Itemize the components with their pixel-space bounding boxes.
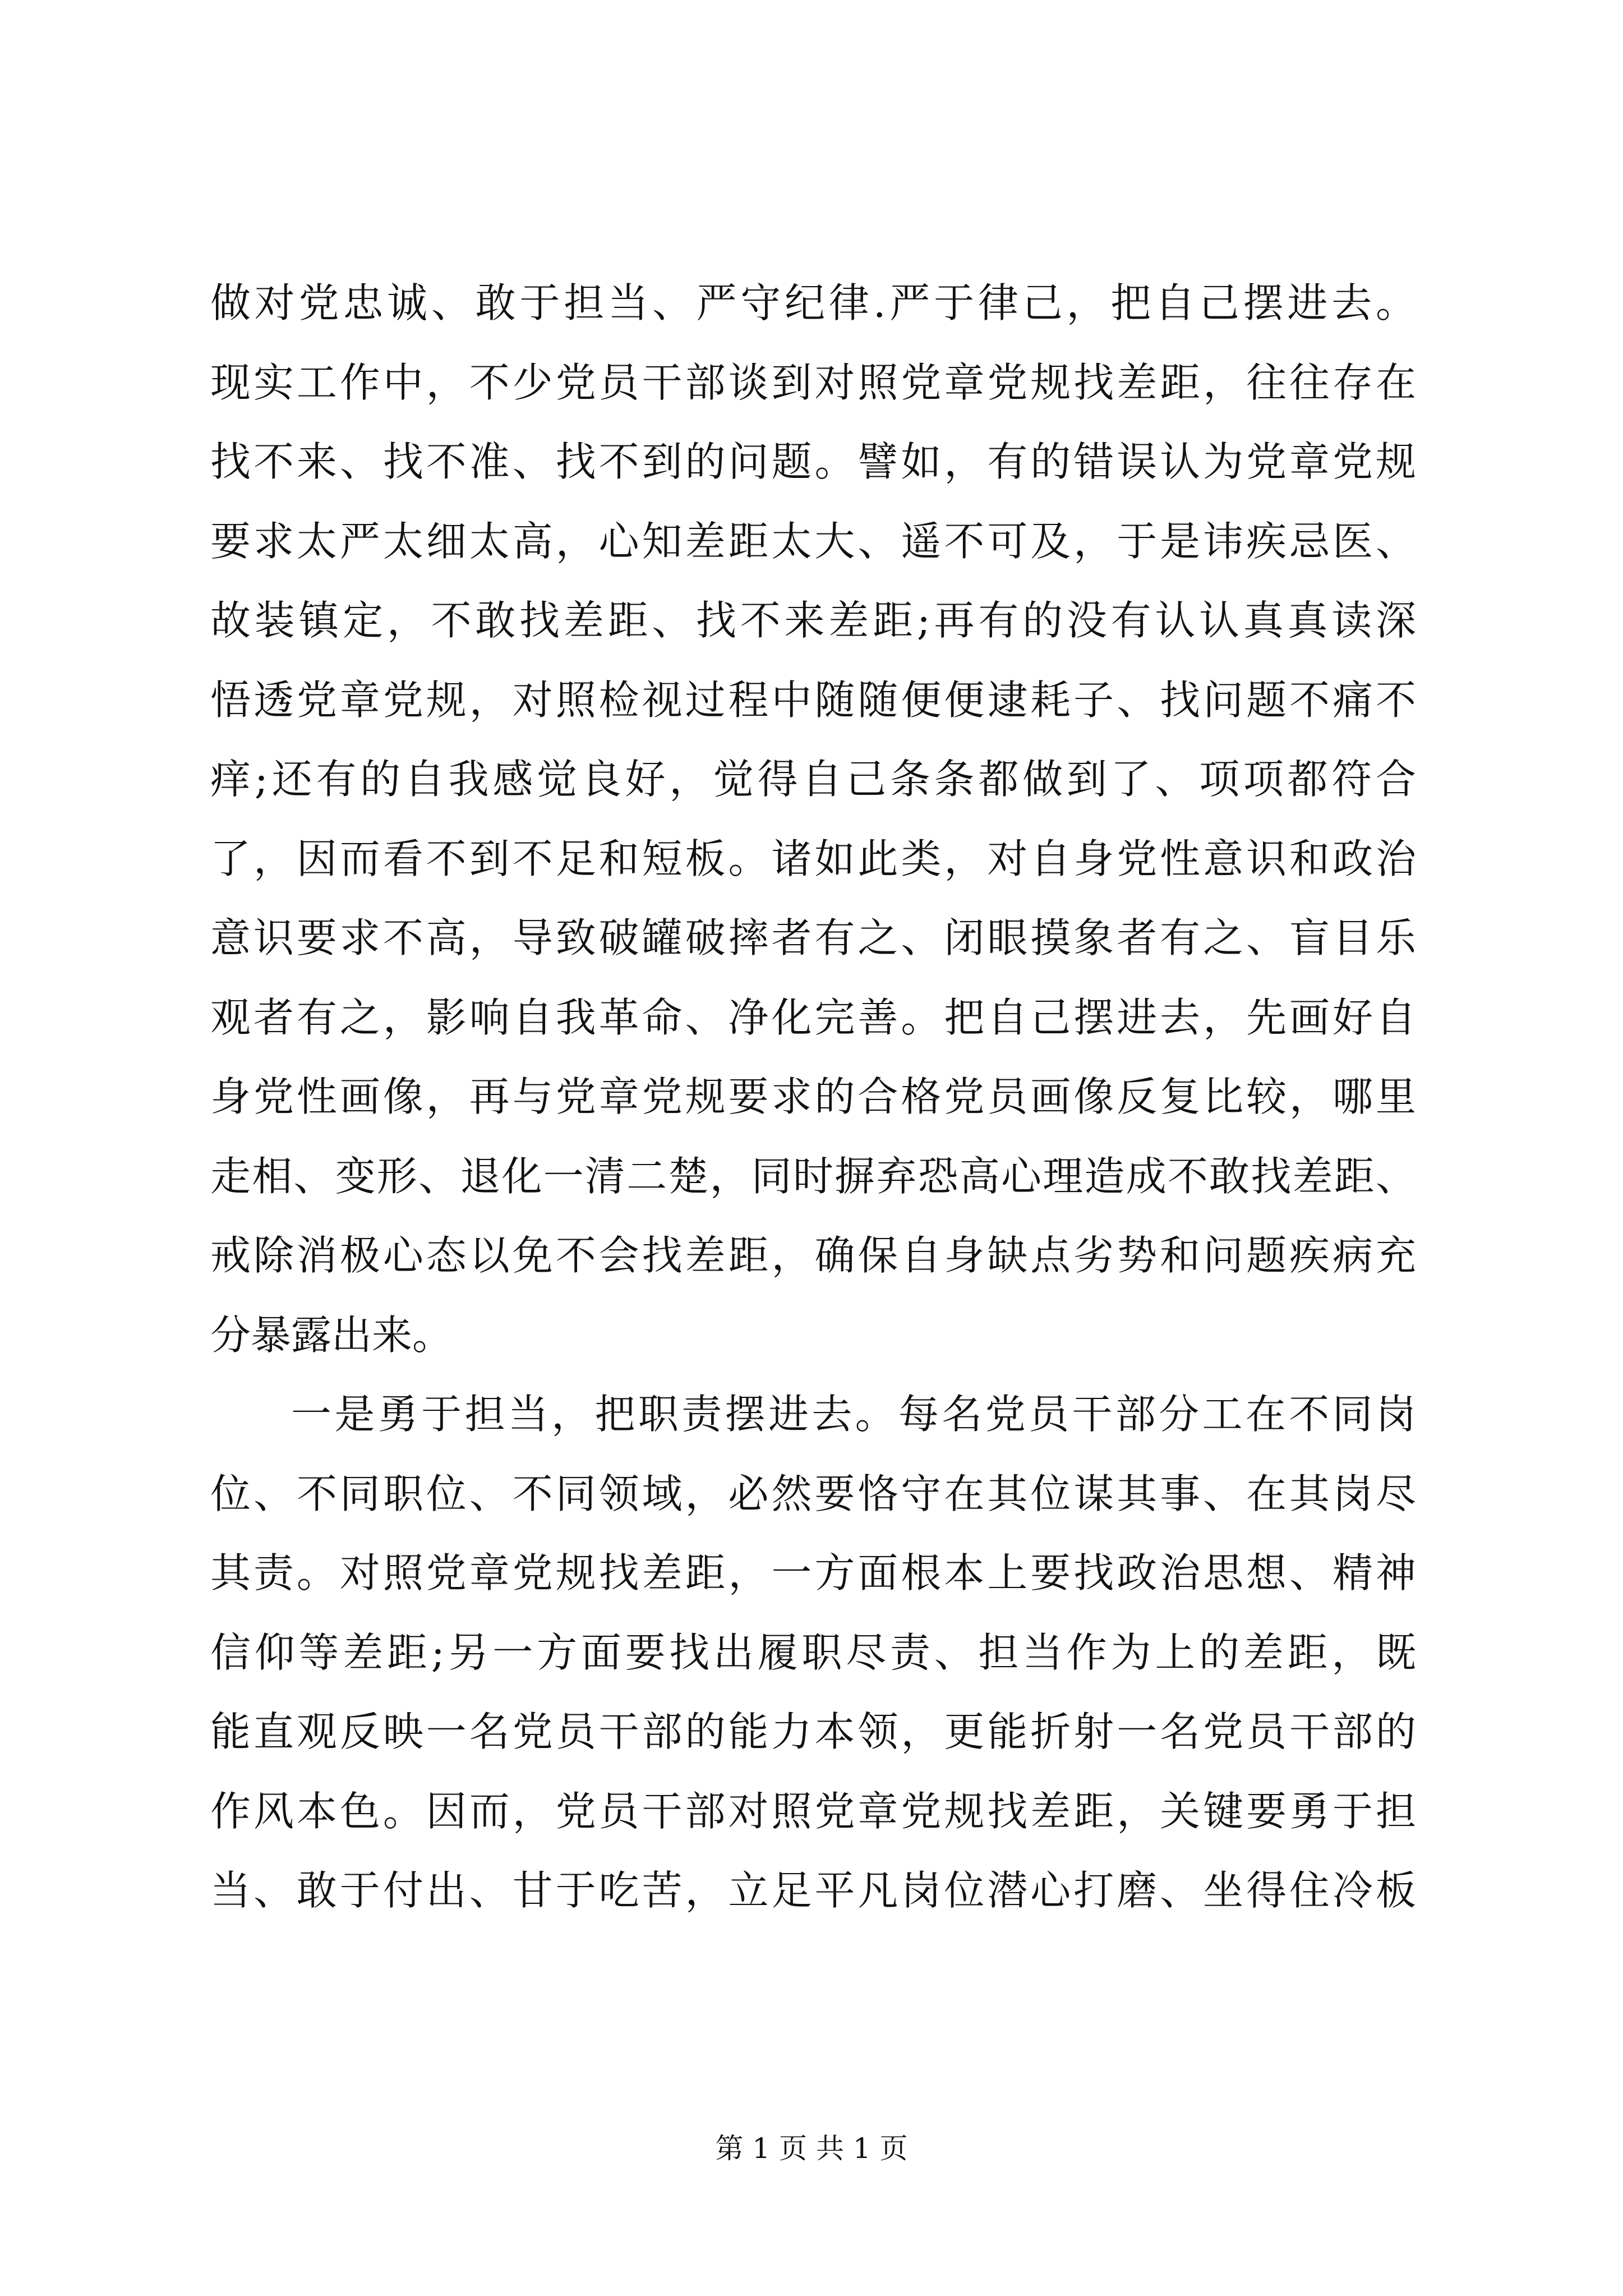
text-line: 作风本色。因而，党员干部对照党章党规找差距，关键要勇于担 — [210, 1787, 1416, 1835]
text-line: 悟透党章党规，对照检视过程中随随便便逮耗子、找问题不痛不 — [210, 676, 1416, 724]
page-footer: 第 1 页 共 1 页 — [715, 2132, 908, 2165]
text-line: 一是勇于担当，把职责摆进去。每名党员干部分工在不同岗 — [291, 1391, 1416, 1438]
text-line: 身党性画像，再与党章党规要求的合格党员画像反复比较，哪里 — [210, 1073, 1416, 1120]
text-line: 信仰等差距;另一方面要找出履职尽责、担当作为上的差距，既 — [210, 1628, 1416, 1676]
text-line: 戒除消极心态以免不会找差距，确保自身缺点劣势和问题疾病充 — [210, 1232, 1416, 1279]
text-line: 了，因而看不到不足和短板。诸如此类，对自身党性意识和政治 — [210, 835, 1416, 882]
text-line: 当、敢于付出、甘于吃苦，立足平凡岗位潜心打磨、坐得住冷板 — [210, 1867, 1416, 1914]
text-line: 分暴露出来。 — [210, 1311, 453, 1359]
text-line: 能直观反映一名党员干部的能力本领，更能折射一名党员干部的 — [210, 1708, 1416, 1755]
text-line: 故装镇定，不敢找差距、找不来差距;再有的没有认认真真读深 — [210, 597, 1416, 644]
text-line: 意识要求不高，导致破罐破摔者有之、闭眼摸象者有之、盲目乐 — [210, 914, 1416, 961]
text-line: 找不来、找不准、找不到的问题。譬如，有的错误认为党章党规 — [210, 438, 1416, 485]
body-text — [210, 264, 1416, 1931]
text-line: 其责。对照党章党规找差距，一方面根本上要找政治思想、精神 — [210, 1549, 1416, 1596]
text-line: 现实工作中，不少党员干部谈到对照党章党规找差距，往往存在 — [210, 358, 1416, 406]
text-line: 位、不同职位、不同领域，必然要恪守在其位谋其事、在其岗尽 — [210, 1470, 1416, 1517]
text-line: 做对党忠诚、敢于担当、严守纪律.严于律己，把自己摆进去。 — [210, 279, 1416, 326]
text-line: 走相、变形、退化一清二楚，同时摒弃恐高心理造成不敢找差距、 — [210, 1152, 1416, 1200]
text-line: 要求太严太细太高，心知差距太大、遥不可及，于是讳疾忌医、 — [210, 517, 1416, 565]
paragraph-1 — [210, 264, 1416, 1375]
text-line: 痒;还有的自我感觉良好，觉得自己条条都做到了、项项都符合 — [210, 756, 1416, 803]
paragraph-2 — [210, 1375, 1416, 1931]
text-line: 观者有之，影响自我革命、净化完善。把自己摆进去，先画好自 — [210, 993, 1416, 1041]
